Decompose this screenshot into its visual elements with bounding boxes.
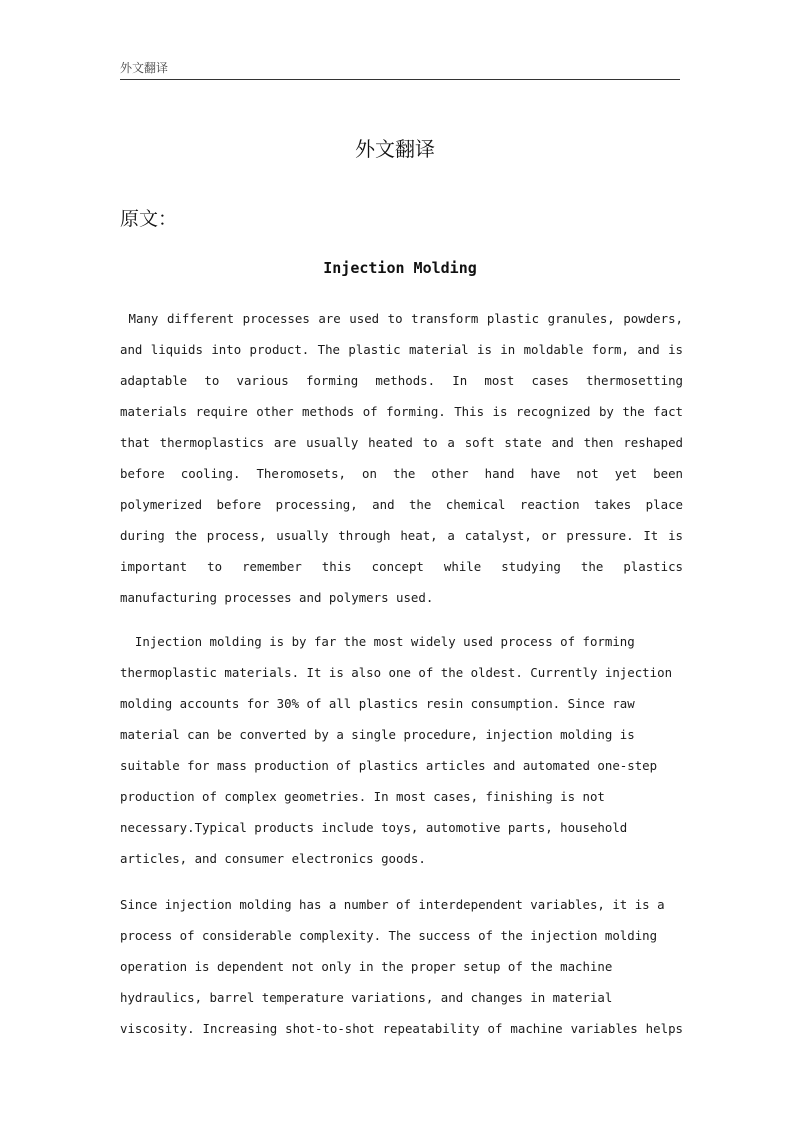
text-line: Many different processes are used to transform plastic granules, powders, [120, 311, 683, 326]
text-line: articles, and consumer electronics goods. [120, 851, 426, 866]
text-line: suitable for mass production of plastics articles and automated one-step [120, 758, 658, 773]
text-line: production of complex geometries. In most cases, finishing is not [120, 789, 605, 804]
text-line: during the process, usually through heat, a catalyst, or pressure. It is [120, 528, 683, 543]
text-line: manufacturing processes and polymers used. [120, 590, 434, 605]
text-line: Injection molding is by far the most widely used process of forming [120, 634, 635, 649]
text-line: molding accounts for 30% of all plastics resin consumption. Since raw [120, 696, 635, 711]
document-title: 外文翻译 [355, 137, 435, 161]
header-divider [120, 79, 680, 80]
text-line: before cooling. Theromosets, on the other hand have not yet been [120, 466, 683, 481]
section-label-original: 原文： [120, 208, 178, 230]
text-line: operation is dependent not only in the proper setup of the machine [120, 959, 613, 974]
text-line: material can be converted by a single procedure, injection molding is [120, 727, 635, 742]
text-line: polymerized before processing, and the chemical reaction takes place [120, 497, 683, 512]
text-line: materials require other methods of forming. This is recognized by the fact [120, 404, 683, 419]
text-line: thermoplastic materials. It is also one of the oldest. Currently injection [120, 665, 673, 680]
text-line: process of considerable complexity. The success of the injection molding [120, 928, 658, 943]
article-title: Injection Molding [323, 259, 477, 277]
text-line: that thermoplastics are usually heated to a soft state and then reshaped [120, 435, 683, 450]
text-line: hydraulics, barrel temperature variations, and changes in material [120, 990, 613, 1005]
text-line: and liquids into product. The plastic material is in moldable form, and is [120, 342, 683, 357]
text-line: Since injection molding has a number of interdependent variables, it is a [120, 897, 665, 912]
text-line: adaptable to various forming methods. In most cases thermosetting [120, 373, 683, 388]
text-line: necessary.Typical products include toys, automotive parts, household [120, 820, 628, 835]
text-line: important to remember this concept while studying the plastics [120, 559, 683, 574]
page-header-text: 外文翻译 [120, 61, 169, 75]
text-line: viscosity. Increasing shot-to-shot repeatability of machine variables helps [120, 1021, 683, 1036]
